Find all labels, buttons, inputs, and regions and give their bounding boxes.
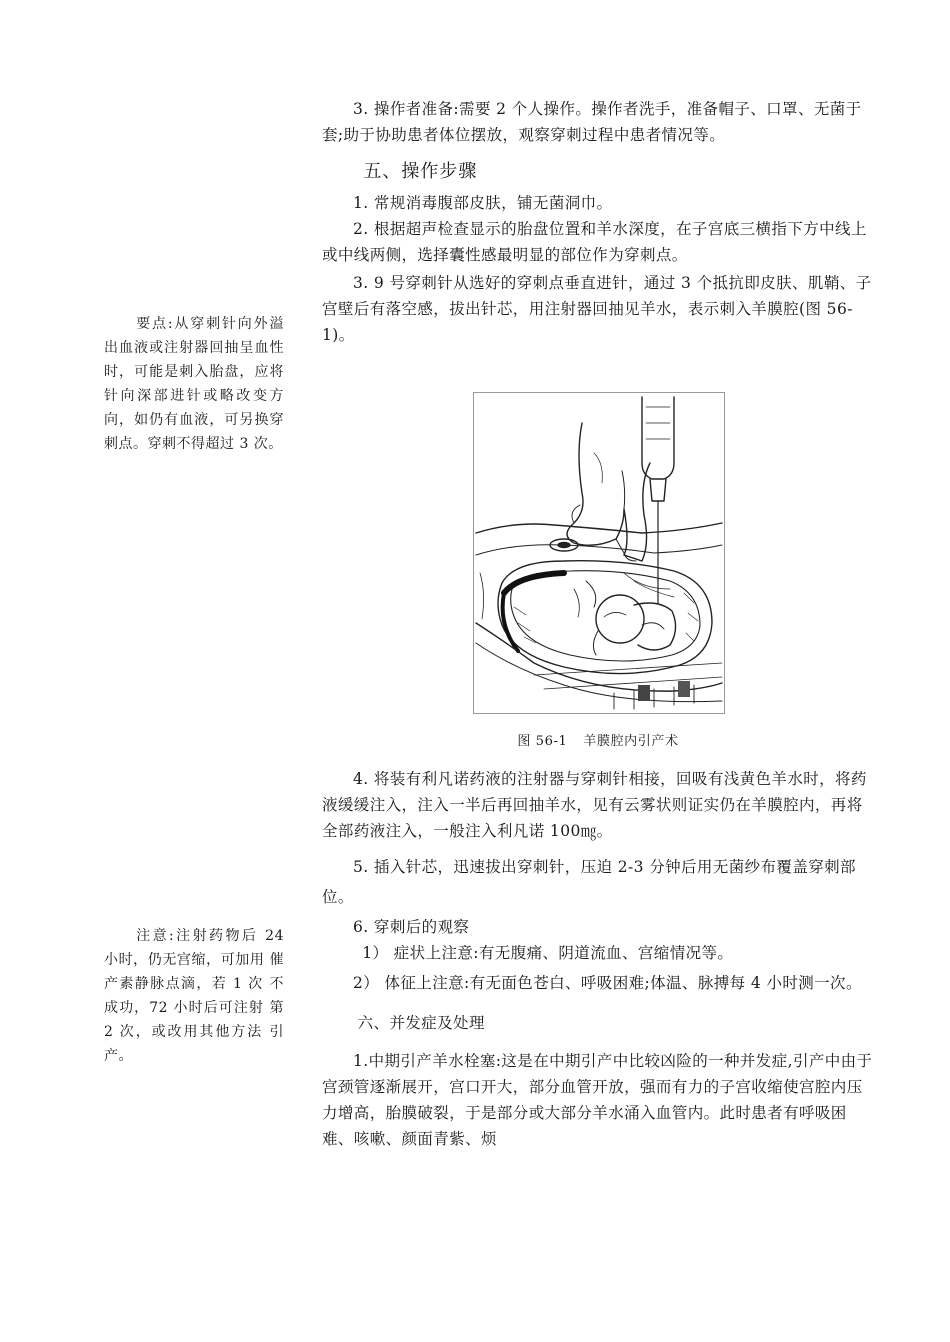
step-6-paragraph: 6. 穿刺后的观察 (353, 918, 470, 936)
step-2-paragraph: 2. 根据超声检查显示的胎盘位置和羊水深度，在子宫底三横指下方中线上或中线两侧，选择囊性感最明显的部位作为穿刺点。 (322, 220, 867, 264)
amniocentesis-illustration (474, 393, 724, 713)
main-column-middle (322, 766, 878, 1152)
sidebar-note-caution-text: 注意:注射药物后 24 小时，仍无宫缩，可加用 催产素静脉点滴，若 1 次 不成功，72 小时后可注射 第 2 次，或改用其他方法 引产。 (104, 928, 284, 1064)
figure-56-1 (473, 392, 725, 714)
step-4-paragraph: 4. 将装有利凡诺药液的注射器与穿刺针相接，回吸有浅黄色羊水时，将药液缓缓注入，注入一半后再回抽羊水，见有云雾状则证实仍在羊膜腔内，再将全部药液注入，一般注入利凡诺 100㎎。 (322, 770, 867, 840)
sidebar-note-key-points (104, 312, 284, 456)
main-column-top (322, 96, 878, 348)
prep-paragraph: 3. 操作者准备:需要 2 个人操作。操作者洗手，准备帽子、口罩、无菌于套;助于协助患者体位摆放，观察穿刺过程中患者情况等。 (322, 100, 862, 144)
section-5-heading: 五、操作步骤 (363, 161, 478, 182)
step-6-1-paragraph: 1） 症状上注意:有无腹痛、阴道流血、宫缩情况等。 (362, 944, 734, 962)
sidebar-note-caution (104, 924, 284, 1068)
figure-caption-number: 图 56-1 (517, 734, 568, 749)
complication-1-paragraph: 1.中期引产羊水栓塞:这是在中期引产中比较凶险的一种并发症,引产中由于宫颈管逐渐展开，宫口开大，部分血管开放，强而有力的子宫收缩使宫腔内压力增高，胎膜破裂，于是部分或大部分羊水涌入血管内。此时患者有呼吸困难、咳嗽、颜面青紫、烦 (322, 1052, 873, 1148)
step-5-paragraph: 5. 插入针芯，迅速拔出穿刺针，压迫 2-3 分钟后用无菌纱布覆盖穿刺部位。 (322, 858, 856, 906)
sidebar-note-key-points-text: 要点:从穿刺针向外溢出血液或注射器回抽呈血性时，可能是刺入胎盘，应将针向深部进针或略改变方向，如仍有血液，可另换穿刺点。穿刺不得超过 3 次。 (104, 316, 284, 452)
figure-caption (473, 730, 723, 749)
step-1-paragraph: 1. 常规消毒腹部皮肤，铺无菌洞巾。 (353, 194, 613, 212)
step-6-2-paragraph: 2） 体征上注意:有无面色苍白、呼吸困难;体温、脉搏每 4 小时测一次。 (353, 974, 862, 992)
figure-caption-title: 羊膜腔内引产术 (583, 734, 679, 749)
section-6-heading: 六、并发症及处理 (357, 1014, 485, 1032)
step-3-paragraph: 3. 9 号穿刺针从选好的穿刺点垂直进针，通过 3 个抵抗即皮肤、肌鞘、子宫壁后有落空感，拔出针芯，用注射器回抽见羊水，表示刺入羊膜腔(图 56-1)。 (322, 274, 872, 344)
